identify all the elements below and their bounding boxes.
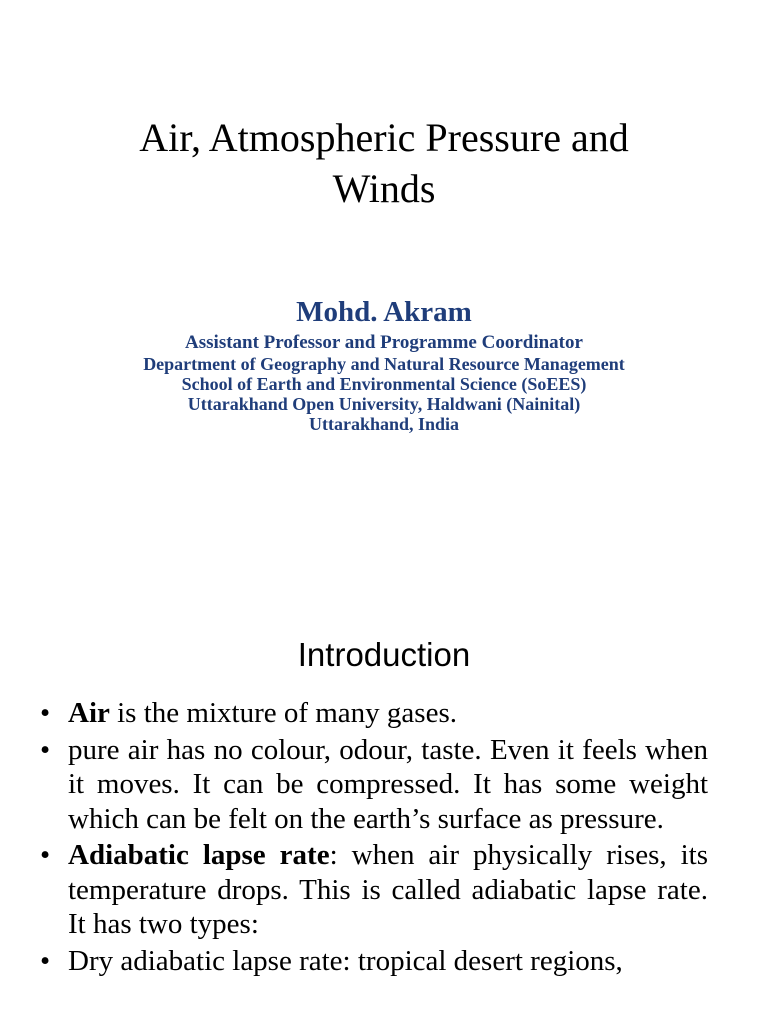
bullet-text: Dry adiabatic lapse rate: tropical desert regions, — [68, 944, 623, 977]
bullet-icon: • — [40, 839, 51, 871]
bullet-icon: • — [40, 733, 51, 766]
bullet-text: : when air physically rises, its temperature drops. This is called adiabatic lapse rate. It has two types: — [68, 839, 708, 940]
bullet-icon: • — [40, 944, 51, 977]
author-university: Uttarakhand Open University, Haldwani (Nainital) — [187, 394, 581, 414]
slide-title — [0, 112, 768, 214]
author-position: Assistant Professor and Programme Coordinator — [185, 332, 583, 353]
title-line: Air, Atmospheric Pressure and — [139, 115, 629, 160]
author-school: School of Earth and Environmental Science (SoEES) — [181, 374, 587, 394]
list-item — [0, 838, 768, 942]
bullet-bold-text: Air — [68, 697, 110, 729]
bullet-icon: • — [40, 697, 51, 729]
section-heading: Introduction — [297, 636, 471, 673]
bullet-bold-text: Adiabatic lapse rate — [68, 839, 330, 871]
author-name: Mohd. Akram — [296, 296, 472, 328]
author-location: Uttarakhand, India — [308, 414, 460, 434]
bullet-text: is the mixture of many gases. — [109, 697, 457, 729]
bullet-list — [0, 696, 768, 980]
author-block — [0, 292, 768, 434]
list-item — [0, 944, 768, 979]
author-department: Department of Geography and Natural Resource Management — [143, 354, 625, 374]
bullet-text: pure air has no colour, odour, taste. Even it feels when it moves. It can be compressed. It has some weight which can be felt on the earth’s surface as pressure. — [68, 733, 708, 835]
list-item — [0, 733, 768, 837]
introduction-slide — [0, 576, 768, 1024]
title-line: Winds — [332, 166, 436, 211]
list-item — [0, 696, 768, 731]
